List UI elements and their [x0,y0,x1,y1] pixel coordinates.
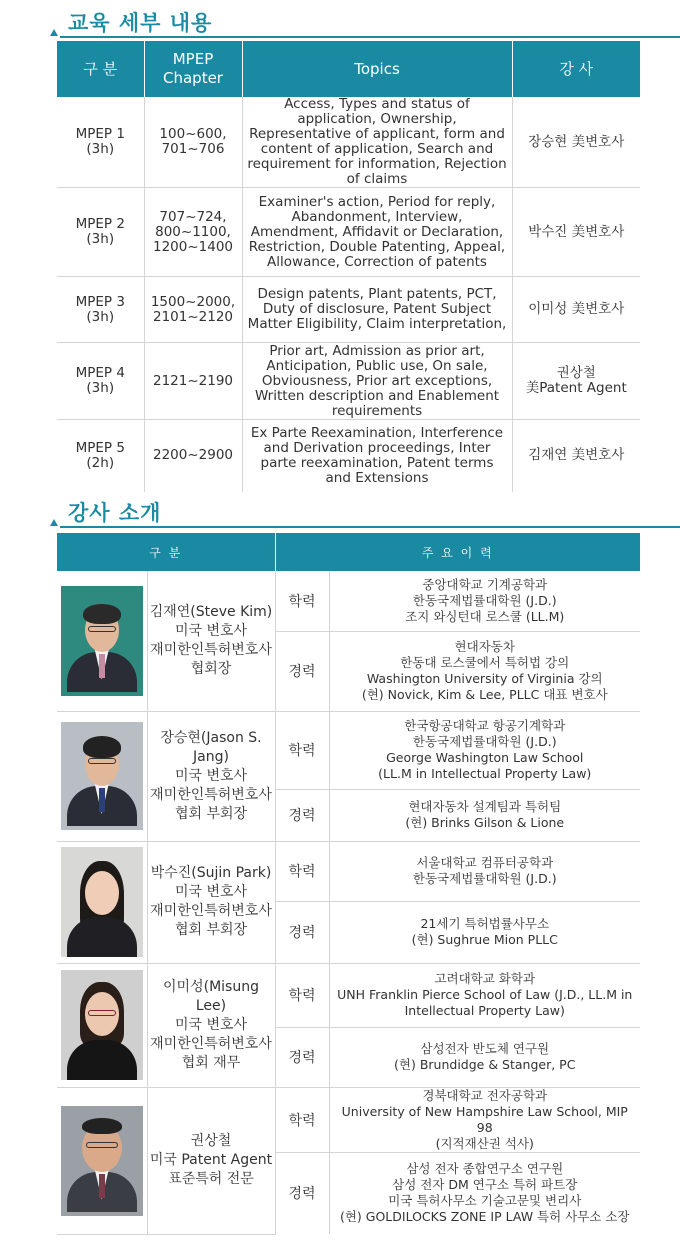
course-topics: Access, Types and status of application, Ownership, Representative of applicant, form and content of application, Search and requirement for information, Rejection of claims [242,97,512,188]
education-label: 학력 [275,571,329,631]
education-detail: 경북대학교 전자공학과 University of New Hampshire Law School, MIP 98 (지적재산권 석사) [329,1087,640,1152]
instructor-table-header-row [57,533,640,571]
instructor-photo [61,722,143,830]
education-detail: 한국항공대학교 항공기계학과 한동국제법률대학원 (J.D.) George Washington Law School (LL.M in Intellectual Property Law) [329,711,640,789]
course-mpep: MPEP 4 (3h) [57,343,144,420]
header-category: 구 분 [57,41,144,97]
instructor-photo [61,970,143,1080]
career-detail: 현대자동차 설계팀과 특허팀 (현) Brinks Gilson & Lione [329,789,640,841]
career-label: 경력 [275,789,329,841]
course-section-title: 교육 세부 내용 [68,11,213,35]
instructor-photo-cell [57,711,147,841]
career-label: 경력 [275,901,329,963]
course-mpep: MPEP 2 (3h) [57,188,144,277]
instructor-photo [61,1106,143,1216]
instructor-photo-cell [57,571,147,711]
triangle-bullet-icon [50,519,58,526]
header-topics: Topics [242,41,512,97]
instructor-row-edu [57,963,640,1027]
course-row [57,277,640,343]
education-label: 학력 [275,841,329,901]
course-lecturer: 김재연 美변호사 [528,447,625,464]
course-topics: Prior art, Admission as prior art, Anticipation, Public use, On sale, Obviousness, Prior art exceptions, Written description and Enablement requirements [242,343,512,420]
education-label: 학력 [275,963,329,1027]
header-lecturer: 강 사 [512,41,640,97]
course-lecturer: 권상철 美Patent Agent [512,343,640,420]
career-detail: 삼성 전자 종합연구소 연구원 삼성 전자 DM 연구소 특허 파트장 미국 특허사무소 기술고문및 변리사 (현) GOLDILOCKS ZONE IP LAW 특허 사무소 소장 [339,1161,630,1225]
education-detail: 서울대학교 컴퓨터공학과 한동국제법률대학원 (J.D.) [329,841,640,901]
career-detail: 21세기 특허법률사무소 (현) Sughrue Mion PLLC [329,901,640,963]
career-detail: 현대자동차 한동대 로스쿨에서 특허법 강의 Washington University of Virginia 강의 (현) Novick, Kim & Lee, PLLC 대표 변호사 [329,631,640,711]
instructor-row-edu [57,711,640,789]
instructor-photo-cell [57,841,147,963]
instructor-row-edu [57,571,640,631]
instructor-section-header [0,494,680,528]
instructor-photo [61,847,143,957]
course-mpep: MPEP 3 (3h) [57,277,144,343]
instructor-photo [61,586,143,696]
instructor-name: 권상철 미국 Patent Agent 표준특허 전문 [147,1087,275,1234]
instructor-name: 김재연(Steve Kim) 미국 변호사 재미한인특허변호사 협회장 [147,571,275,711]
instructor-name: 박수진(Sujin Park) 미국 변호사 재미한인특허변호사 협회 부회장 [147,841,275,963]
header-history: 주 요 이 력 [275,533,640,571]
instructor-row-edu [57,1087,640,1152]
career-label: 경력 [275,1152,329,1234]
course-table-header-row [57,41,640,97]
instructor-name: 이미성(Misung Lee) 미국 변호사 재미한인특허변호사 협회 재무 [147,963,275,1087]
education-detail: 고려대학교 화학과 UNH Franklin Pierce School of Law (J.D., LL.M in Intellectual Property Law) [329,963,640,1027]
course-section-header [0,4,680,38]
course-topics: Ex Parte Reexamination, Interference and Derivation proceedings, Inter parte reexamination, Patent terms and Extensions [242,420,512,492]
course-topics: Examiner's action, Period for reply, Abandonment, Interview, Amendment, Affidavit or Declaration, Restriction, Double Patenting, Appeal, Allowance, Correction of patents [242,188,512,277]
course-chapter: 2121~2190 [144,343,242,420]
course-chapter: 100~600, 701~706 [144,97,242,188]
course-row [57,420,640,492]
header-category: 구 분 [57,533,275,571]
career-detail: 삼성전자 반도체 연구원 (현) Brundidge & Stanger, PC [329,1027,640,1087]
course-lecturer: 장승현 美변호사 [512,97,640,188]
instructor-row-edu [57,841,640,901]
triangle-bullet-icon [50,29,58,36]
header-chapter: MPEP Chapter [144,41,242,97]
section-rule [60,526,680,528]
instructor-photo-cell [57,1087,147,1234]
course-row [57,188,640,277]
course-mpep: MPEP 1 (3h) [57,97,144,188]
education-label: 학력 [275,711,329,789]
course-row [57,343,640,420]
career-label: 경력 [275,1027,329,1087]
instructor-name: 장승현(Jason S. Jang) 미국 변호사 재미한인특허변호사 협회 부회장 [147,711,275,841]
education-detail: 중앙대학교 기계공학과 한동국제법률대학원 (J.D.) 조지 와싱턴대 로스쿨 (LL.M) [329,571,640,631]
career-label: 경력 [275,631,329,711]
course-lecturer: 박수진 美변호사 [512,188,640,277]
course-topics: Design patents, Plant patents, PCT, Duty of disclosure, Patent Subject Matter Eligibility, Claim interpretation, [242,277,512,343]
course-mpep: MPEP 5 (2h) [57,420,144,492]
instructor-table [57,533,640,1235]
instructor-photo-cell [57,963,147,1087]
course-chapter: 707~724, 800~1100, 1200~1400 [144,188,242,277]
instructor-section-title: 강사 소개 [68,501,162,525]
course-row [57,97,640,188]
education-label: 학력 [275,1087,329,1152]
course-chapter: 2200~2900 [144,420,242,492]
section-rule [60,36,680,38]
course-chapter: 1500~2000, 2101~2120 [144,277,242,343]
course-lecturer: 이미성 美변호사 [512,277,640,343]
course-table [57,41,640,492]
